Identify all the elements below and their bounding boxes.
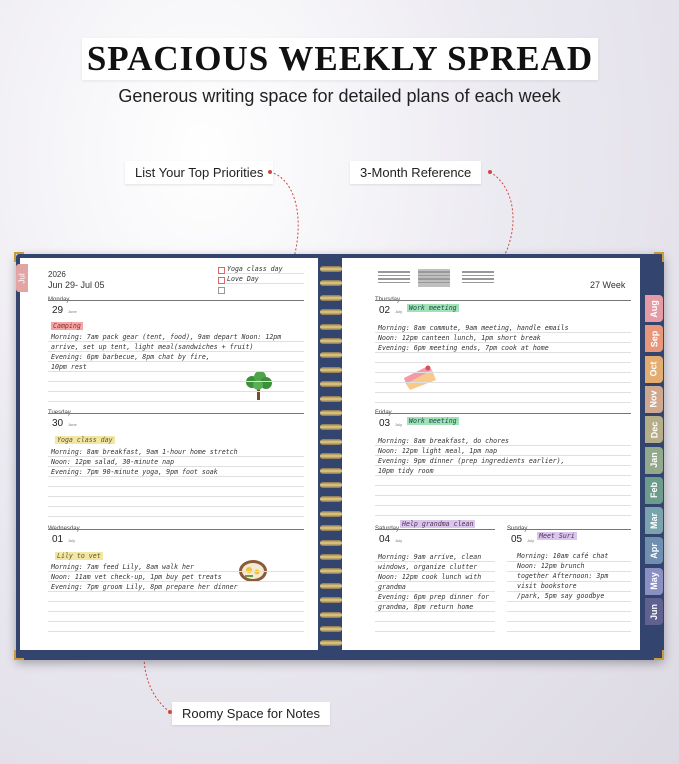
note-line: Morning: 7am pack gear (tent, food), 9am depart Noon: 12pm: [51, 333, 282, 341]
writing-line: [375, 455, 631, 456]
month-tab-label: Oct: [648, 361, 659, 377]
day-divider: [375, 300, 631, 301]
writing-line: [375, 475, 631, 476]
writing-line: [507, 561, 631, 562]
writing-line: [375, 581, 495, 582]
spiral-ring: [320, 554, 342, 560]
note-line: windows, organize clutter: [378, 563, 478, 571]
writing-line: [507, 631, 631, 632]
day-divider: [48, 529, 304, 530]
day-month: July: [395, 309, 403, 314]
spiral-ring: [320, 612, 342, 618]
writing-line: [375, 342, 631, 343]
writing-line: [375, 515, 631, 516]
spiral-ring: [320, 453, 342, 459]
writing-line: [48, 601, 304, 602]
tree-sticker-icon: [244, 370, 274, 402]
writing-line: [48, 456, 304, 457]
note-line: Noon: 12pm cook lunch with: [378, 573, 482, 581]
day-month: June: [68, 309, 77, 314]
note-line: Noon: 12pm salad, 30-minute nap: [51, 458, 175, 466]
priority-checkbox[interactable]: [218, 277, 225, 284]
writing-line: [375, 402, 631, 403]
spiral-ring: [320, 540, 342, 546]
note-line: Evening: 7pm 90-minute yoga, 9pm foot soak: [51, 468, 218, 476]
writing-line: [507, 571, 631, 572]
priority-line: [226, 283, 304, 284]
writing-line: [375, 332, 631, 333]
note-line: Evening: 6pm barbecue, 8pm chat by fire,: [51, 353, 210, 361]
writing-line: [48, 611, 304, 612]
cake-sticker-icon: [402, 360, 438, 390]
spiral-ring: [320, 496, 342, 502]
subtitle: Generous writing space for detailed plans of each week: [118, 86, 561, 106]
writing-line: [375, 621, 495, 622]
writing-line: [375, 611, 495, 612]
month-tab-apr[interactable]: [645, 537, 663, 564]
month-tab-label: Jun: [648, 603, 659, 620]
spiral-ring: [320, 295, 342, 301]
spiral-ring: [320, 338, 342, 344]
spiral-ring: [320, 410, 342, 416]
callout-priorities: List Your Top Priorities: [125, 161, 273, 184]
month-tab-label: May: [648, 572, 659, 590]
writing-line: [48, 621, 304, 622]
note-line: Noon: 12pm canteen lunch, 1pm short break: [378, 334, 541, 342]
month-tab-sep[interactable]: [645, 325, 663, 352]
day-month: June: [68, 422, 77, 427]
priority-checkbox[interactable]: [218, 287, 225, 294]
writing-line: [48, 486, 304, 487]
callout-reference: 3-Month Reference: [350, 161, 481, 184]
day-month: July: [395, 538, 403, 543]
corner-guard: [654, 650, 664, 660]
day-number: 02: [379, 305, 391, 316]
month-tab-feb[interactable]: [645, 477, 663, 504]
day-number: 01: [52, 534, 64, 545]
spiral-ring: [320, 439, 342, 445]
writing-line: [48, 631, 304, 632]
note-line: 10pm rest: [51, 363, 87, 371]
event-tag: Yoga class day: [57, 436, 113, 444]
spiral-ring: [320, 381, 342, 387]
day-month: July: [527, 538, 535, 543]
note-line: Noon: 12pm light meal, 1pm nap: [378, 447, 498, 455]
spiral-ring: [320, 583, 342, 589]
month-tab-nov[interactable]: [645, 386, 663, 413]
day-number: 30: [52, 418, 64, 429]
note-line: grandma, 8pm return home: [378, 603, 474, 611]
day-month: July: [395, 422, 403, 427]
note-line: Morning: 8am breakfast, do chores: [378, 437, 510, 445]
month-tab-current[interactable]: [16, 264, 28, 292]
writing-line: [507, 591, 631, 592]
note-line: together Afternoon: 3pm: [517, 572, 609, 580]
day-divider: [48, 300, 304, 301]
day-divider: [375, 529, 495, 530]
day-number: 03: [379, 418, 391, 429]
day-divider: [375, 413, 631, 414]
event-tag: Meet Suri: [539, 532, 575, 540]
month-tab-label: Nov: [648, 390, 659, 408]
month-tab-label: Aug: [649, 299, 659, 318]
writing-line: [48, 391, 304, 392]
note-line: grandma: [378, 583, 406, 591]
mini-calendar: [418, 269, 450, 287]
note-line: Morning: 8am commute, 9am meeting, handle emails: [378, 324, 569, 332]
priority-item: Yoga class day: [227, 265, 283, 273]
spiral-ring: [320, 525, 342, 531]
spiral-ring: [320, 396, 342, 402]
priority-checkbox[interactable]: [218, 267, 225, 274]
event-tag: Work meeting: [409, 304, 457, 312]
spiral-ring: [320, 597, 342, 603]
writing-line: [48, 371, 304, 372]
writing-line: [507, 601, 631, 602]
month-tab-label: Dec: [648, 421, 659, 438]
month-tab-dec[interactable]: [645, 416, 663, 443]
writing-line: [375, 465, 631, 466]
spiral-ring: [320, 309, 342, 315]
spiral-ring: [320, 568, 342, 574]
spiral-ring: [320, 424, 342, 430]
spiral-ring: [320, 468, 342, 474]
writing-line: [375, 372, 631, 373]
writing-line: [375, 392, 631, 393]
month-tab-aug[interactable]: [645, 295, 663, 322]
writing-line: [507, 621, 631, 622]
writing-line: [48, 571, 304, 572]
writing-line: [375, 601, 495, 602]
writing-line: [375, 571, 495, 572]
note-line: arrive, set up tent, light meal(sandwiches + fruit): [51, 343, 254, 351]
note-line: visit bookstore: [517, 582, 577, 590]
note-line: Evening: 7pm groom Lily, 8pm prepare her dinner: [51, 583, 238, 591]
date-range: Jun 29- Jul 05: [48, 280, 105, 290]
writing-line: [48, 506, 304, 507]
callout-notes: Roomy Space for Notes: [172, 702, 330, 725]
spiral-ring: [320, 367, 342, 373]
writing-line: [375, 495, 631, 496]
week-number: 27 Week: [590, 280, 626, 290]
writing-line: [375, 561, 495, 562]
writing-line: [375, 445, 631, 446]
month-tab-jan[interactable]: [645, 447, 663, 474]
month-tab-oct[interactable]: [645, 356, 663, 383]
corner-guard: [654, 252, 664, 262]
writing-line: [375, 505, 631, 506]
writing-line: [48, 476, 304, 477]
month-tab-label: Feb: [648, 482, 659, 499]
month-tab-mar[interactable]: [645, 507, 663, 534]
month-tab-label: Sep: [648, 330, 659, 348]
banner: [82, 38, 598, 80]
spiral-ring: [320, 280, 342, 286]
note-line: Morning: 9am arrive, clean: [378, 553, 482, 561]
day-divider: [507, 529, 631, 530]
spiral-ring: [320, 511, 342, 517]
month-tab-may[interactable]: [645, 568, 663, 595]
writing-line: [507, 581, 631, 582]
note-line: Evening: 6pm prep dinner for: [378, 593, 490, 601]
writing-line: [48, 341, 304, 342]
note-line: 10pm tidy room: [378, 467, 434, 475]
note-line: Evening: 9pm dinner (prep ingredients earlier),: [378, 457, 565, 465]
day-number: 29: [52, 305, 64, 316]
writing-line: [48, 361, 304, 362]
spiral-ring: [320, 324, 342, 330]
writing-line: [507, 611, 631, 612]
day-divider: [48, 413, 304, 414]
note-line: Noon: 12pm brunch: [517, 562, 585, 570]
priority-item: Love Day: [227, 275, 259, 283]
banner-title: SPACIOUS WEEKLY SPREAD: [86, 39, 594, 78]
writing-line: [48, 496, 304, 497]
month-tab-label: Mar: [648, 512, 659, 529]
writing-line: [48, 581, 304, 582]
writing-line: [48, 591, 304, 592]
writing-line: [375, 352, 631, 353]
note-line: Morning: 8am breakfast, 9am 1-hour home stretch: [51, 448, 238, 456]
year: 2026: [48, 270, 66, 279]
spiral-ring: [320, 352, 342, 358]
month-tab-label: Jul: [17, 272, 27, 284]
spiral-binding: [320, 262, 342, 652]
writing-line: [375, 485, 631, 486]
spiral-ring: [320, 626, 342, 632]
writing-line: [48, 466, 304, 467]
priority-line: [226, 273, 304, 274]
spiral-ring: [320, 640, 342, 646]
note-line: /park, 5pm say goodbye: [517, 592, 605, 600]
day-month: July: [68, 538, 76, 543]
month-tab-label: Apr: [649, 543, 659, 559]
corner-guard: [14, 650, 24, 660]
corner-guard: [14, 252, 24, 262]
note-line: Morning: 10am café chat: [517, 552, 609, 560]
writing-line: [375, 382, 631, 383]
spiral-ring: [320, 482, 342, 488]
day-number: 05: [511, 534, 523, 545]
mini-calendar: [462, 269, 494, 287]
event-tag: Lily to vet: [57, 552, 101, 560]
spiral-ring: [320, 266, 342, 272]
writing-line: [375, 591, 495, 592]
writing-line: [48, 381, 304, 382]
event-tag: Work meeting: [409, 417, 457, 425]
mini-calendar: [378, 269, 410, 287]
month-tab-jun[interactable]: [645, 598, 663, 625]
note-line: Noon: 11am vet check-up, 1pm buy pet treats: [51, 573, 222, 581]
event-tag: Camping: [53, 322, 81, 330]
note-line: Morning: 7am feed Lily, 8am walk her: [51, 563, 194, 571]
note-line: Evening: 6pm meeting ends, 7pm cook at home: [378, 344, 549, 352]
writing-line: [375, 631, 495, 632]
writing-line: [48, 401, 304, 402]
writing-line: [48, 351, 304, 352]
writing-line: [48, 516, 304, 517]
day-number: 04: [379, 534, 391, 545]
event-tag: Help grandma clean: [402, 520, 474, 528]
writing-line: [375, 362, 631, 363]
month-tab-label: Jan: [648, 452, 659, 468]
